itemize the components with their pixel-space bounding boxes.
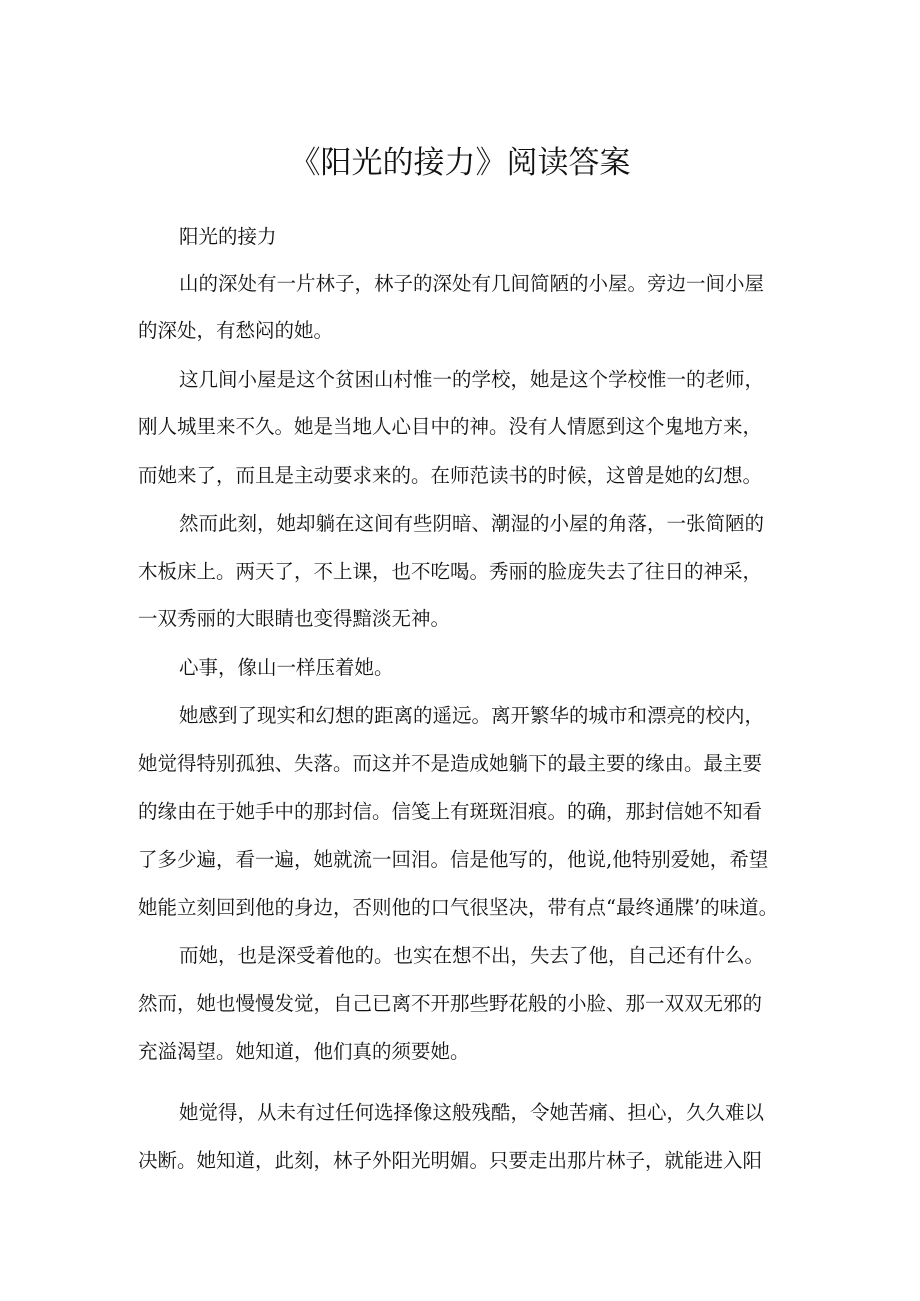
paragraph-line: 这几间小屋是这个贫困山村惟一的学校，她是这个学校惟一的老师， — [179, 368, 765, 391]
paragraph-line: 木板床上。两天了，不上课，也不吃喝。秀丽的脸庞失去了往日的神采， — [138, 560, 763, 583]
paragraph-line: 充溢渴望。她知道，他们真的须要她。 — [138, 1040, 470, 1063]
paragraph-line: 的缘由在于她手中的那封信。信笺上有斑斑泪痕。的确，那封信她不知看 — [138, 800, 763, 823]
paragraph-line: 然而此刻，她却躺在这间有些阴暗、潮湿的小屋的角落，一张简陋的 — [179, 512, 765, 535]
paragraph-line: 她觉得，从未有过任何选择像这般残酷，令她苦痛、担心，久久难以 — [179, 1101, 765, 1124]
paragraph-line: 的深处，有愁闷的她。 — [138, 319, 334, 342]
paragraph-line: 而她来了，而且是主动要求来的。在师范读书的时候，这曾是她的幻想。 — [138, 464, 763, 487]
document-title: 《阳光的接力》阅读答案 — [289, 145, 631, 181]
paragraph-line: 了多少遍，看一遍，她就流一回泪。信是他写的，他说,他特别爱她，希望 — [138, 848, 769, 871]
paragraph-line: 一双秀丽的大眼睛也变得黯淡无神。 — [138, 607, 451, 630]
paragraph-line: 刚人城里来不久。她是当地人心目中的神。没有人情愿到这个鬼地方来， — [138, 415, 763, 438]
paragraph-line: 心事，像山一样压着她。 — [179, 656, 394, 679]
paragraph-line: 决断。她知道，此刻，林子外阳光明媚。只要走出那片林子，就能进入阳 — [138, 1149, 763, 1172]
paragraph-line: 然而，她也慢慢发觉，自己已离不开那些野花般的小脸、那一双双无邪的 — [138, 992, 763, 1015]
paragraph-line: 而她，也是深受着他的。也实在想不出，失去了他，自己还有什么。 — [179, 944, 765, 967]
paragraph-line: 她感到了现实和幻想的距离的遥远。离开繁华的城市和漂亮的校内， — [179, 704, 765, 727]
paragraph-line: 她能立刻回到他的身边，否则他的口气很坚决，带有点“最终通牒’的味道。 — [138, 896, 779, 919]
paragraph-line: 她觉得特别孤独、失落。而这并不是造成她躺下的最主要的缘由。最主要 — [138, 752, 763, 775]
paragraph-line: 山的深处有一片林子，林子的深处有几间简陋的小屋。旁边一间小屋 — [179, 272, 765, 295]
subtitle-line: 阳光的接力 — [179, 225, 277, 248]
